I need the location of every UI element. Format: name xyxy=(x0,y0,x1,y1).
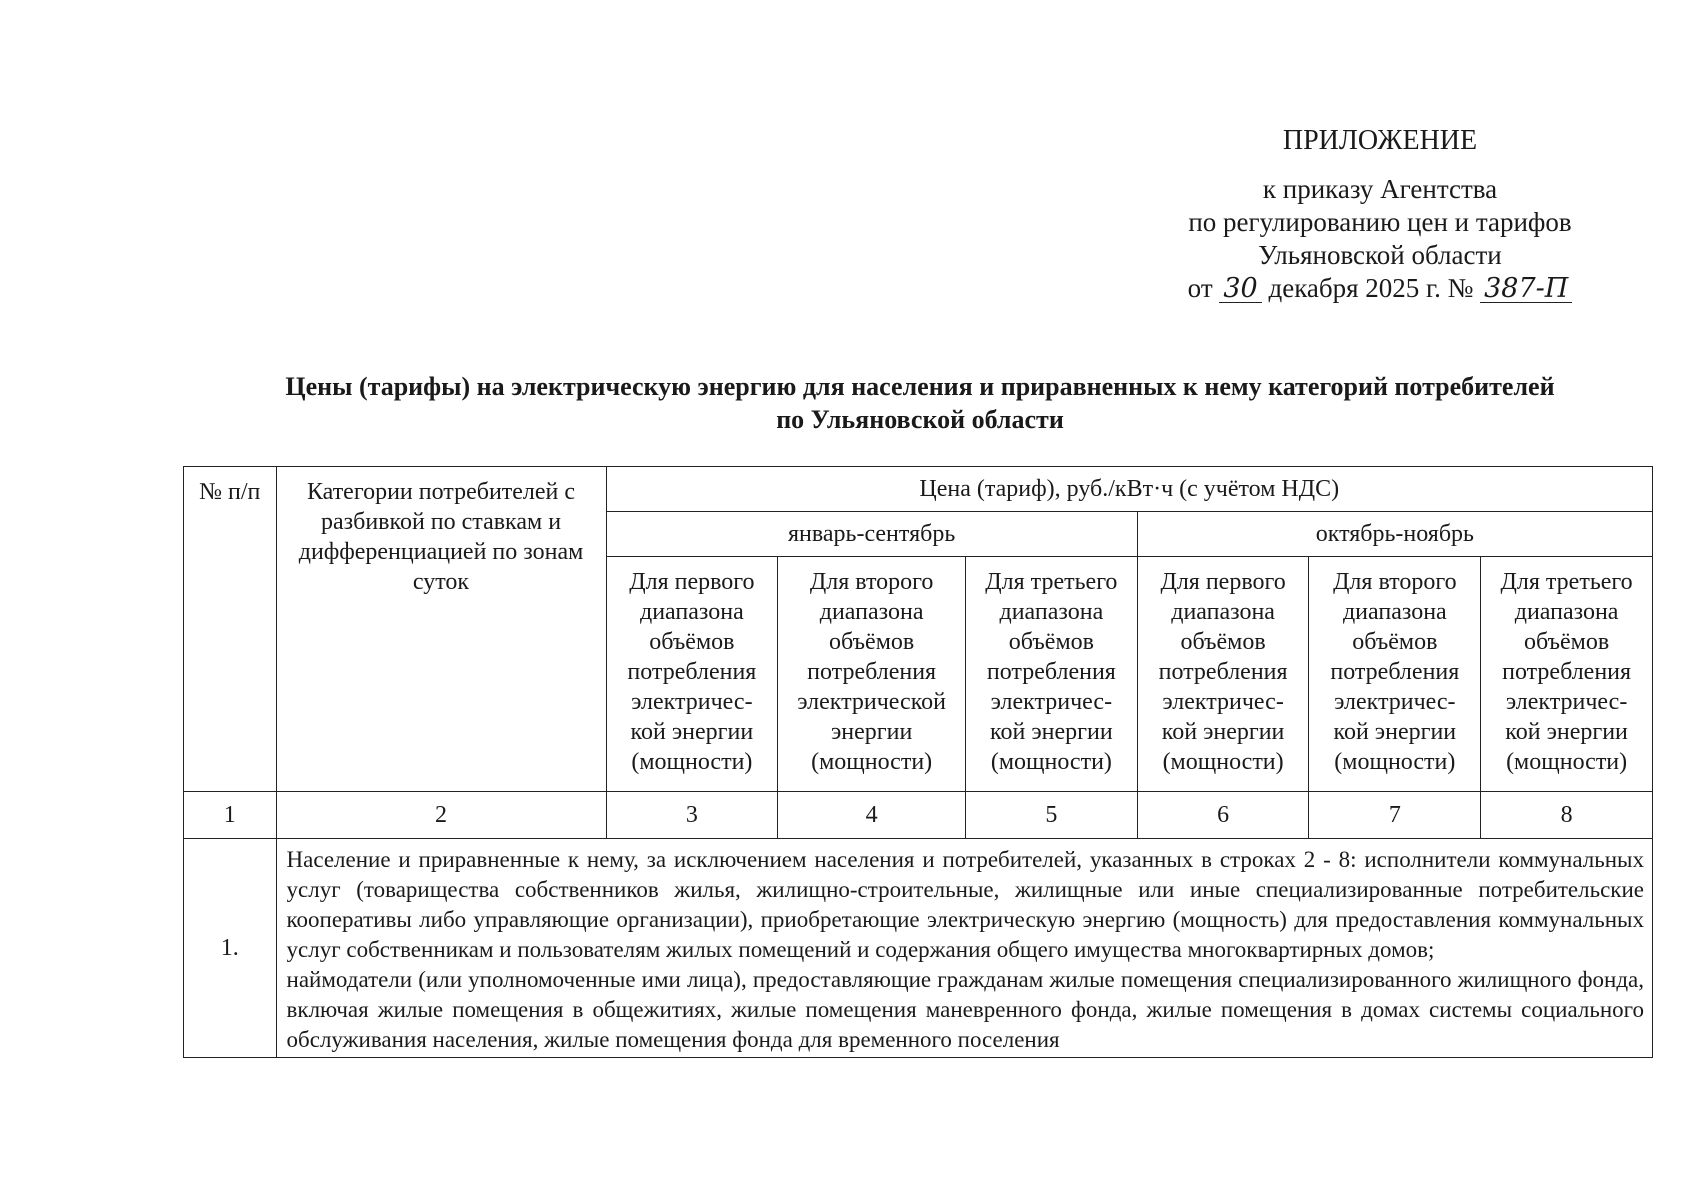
row-description xyxy=(276,839,1652,1058)
header-range-line: потребления xyxy=(807,659,937,685)
header-range-line: (мощности) xyxy=(631,749,753,775)
header-period-jan-sep: январь-сентябрь xyxy=(606,512,1137,557)
title-line-2: по Ульяновской области xyxy=(776,405,1064,434)
column-numbers-row xyxy=(184,792,1653,839)
column-number-8: 8 xyxy=(1481,792,1653,839)
header-range-line: (мощности) xyxy=(811,749,933,775)
header-range-line: потребления xyxy=(1502,659,1632,685)
header-range-line: кой энергии xyxy=(630,719,754,745)
column-number-7: 7 xyxy=(1309,792,1481,839)
header-range-line: электрической xyxy=(797,689,946,715)
order-number-handwritten: 387-П xyxy=(1480,276,1572,303)
column-number-3: 3 xyxy=(606,792,778,839)
header-range-4 xyxy=(1137,557,1309,792)
header-range-5 xyxy=(1309,557,1481,792)
header-period-oct-nov: октябрь-ноябрь xyxy=(1137,512,1652,557)
header-range-line: (мощности) xyxy=(1334,749,1456,775)
header-range-line: электричес- xyxy=(1505,689,1628,715)
date-prefix: от xyxy=(1187,273,1213,303)
header-range-line: Для второго xyxy=(1333,569,1457,595)
header-range-line: Для первого xyxy=(629,569,755,595)
date-rest: декабря 2025 г. № xyxy=(1268,273,1474,303)
header-range-line: Для первого xyxy=(1160,569,1286,595)
header-range-line: диапазона xyxy=(1514,599,1619,625)
column-number-5: 5 xyxy=(966,792,1138,839)
header-range-3 xyxy=(966,557,1138,792)
header-range-line: электричес- xyxy=(1162,689,1284,715)
appendix-heading: ПРИЛОЖЕНИЕ xyxy=(1282,125,1478,156)
header-range-line: диапазона xyxy=(999,599,1104,625)
header-category: Категории потребителей с разбивкой по ставкам и дифференциацией по зонам суток xyxy=(276,467,606,792)
header-range-line: потребления xyxy=(986,659,1116,685)
header-range-line: объёмов xyxy=(829,629,915,655)
header-range-line: диапазона xyxy=(1171,599,1275,625)
column-number-1: 1 xyxy=(184,792,277,839)
header-range-line: электричес- xyxy=(1334,689,1456,715)
header-range-line: потребления xyxy=(1330,659,1460,685)
document-title xyxy=(190,370,1650,436)
appendix-line-2: по регулированию цен и тарифов xyxy=(1188,207,1572,237)
header-range-line: (мощности) xyxy=(1506,749,1628,775)
appendix-line-1: к приказу Агентства xyxy=(1262,174,1498,204)
header-range-line: электричес- xyxy=(990,689,1113,715)
header-range-1 xyxy=(606,557,778,792)
header-range-line: кой энергии xyxy=(990,719,1113,745)
table-row xyxy=(184,839,1653,1058)
header-range-6 xyxy=(1481,557,1653,792)
column-number-4: 4 xyxy=(778,792,966,839)
column-number-6: 6 xyxy=(1137,792,1309,839)
header-range-line: диапазона xyxy=(640,599,744,625)
tariff-table xyxy=(183,466,1653,1058)
header-range-line: Для второго xyxy=(809,569,934,595)
row-number: 1. xyxy=(184,839,277,1058)
header-price: Цена (тариф), руб./кВт·ч (с учётом НДС) xyxy=(606,467,1653,512)
header-range-line: Для третьего xyxy=(985,569,1118,595)
header-range-line: объёмов xyxy=(1524,629,1610,655)
header-range-line: кой энергии xyxy=(1505,719,1628,745)
header-range-line: потребления xyxy=(627,659,757,685)
header-range-line: кой энергии xyxy=(1333,719,1457,745)
header-row-number: № п/п xyxy=(184,467,277,792)
title-line-1: Цены (тарифы) на электрическую энергию для населения и приравненных к нему категорий потребителей xyxy=(285,372,1555,401)
header-range-line: диапазона xyxy=(1342,599,1447,625)
column-number-2: 2 xyxy=(276,792,606,839)
header-range-line: энергии xyxy=(830,719,913,745)
header-range-line: электричес- xyxy=(631,689,753,715)
header-range-line: (мощности) xyxy=(1162,749,1284,775)
header-range-line: объёмов xyxy=(1180,629,1266,655)
header-range-line: Для третьего xyxy=(1500,569,1633,595)
appendix-header xyxy=(1110,124,1650,305)
appendix-date-line xyxy=(1110,272,1650,305)
header-range-line: объёмов xyxy=(649,629,735,655)
row-description-paragraph-2: наймодатели (или уполномоченные ими лица), предоставляющие гражданам жилые помещения специализированного жилищного фонда, включая жилые помещения в общежитиях, жилые помещения маневренного фонда, жилые помещения в домах системы социального обслуживания населения, жилые помещения фонда для временного поселения xyxy=(286,967,1644,1052)
header-range-line: потребления xyxy=(1158,659,1288,685)
header-range-line: объёмов xyxy=(1352,629,1438,655)
header-range-line: объёмов xyxy=(1008,629,1094,655)
header-range-line: (мощности) xyxy=(990,749,1112,775)
header-range-2 xyxy=(778,557,966,792)
header-range-line: диапазона xyxy=(819,599,924,625)
header-range-line: кой энергии xyxy=(1161,719,1285,745)
date-day-handwritten: 30 xyxy=(1219,276,1261,303)
row-description-paragraph-1: Население и приравненные к нему, за исключением населения и потребителей, указанных в строках 2 - 8: исполнители коммунальных услуг (товарищества собственников жилья, жилищно-строительные, жилищные или иные специализированные потребительские кооперативы либо управляющие организации), приобретающие электрическую энергию (мощность) для предоставления коммунальных услуг собственникам и пользователям жилых помещений и содержания общего имущества многоквартирных домов; xyxy=(286,847,1644,962)
appendix-line-3: Ульяновской области xyxy=(1258,240,1502,270)
